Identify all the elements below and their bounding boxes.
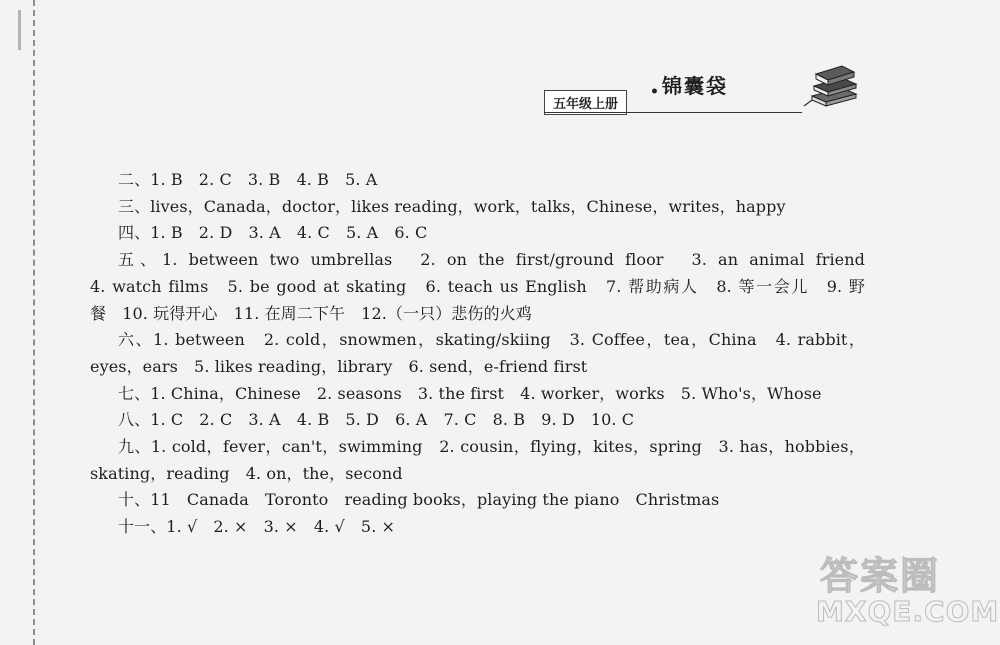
- answer-list: [90, 167, 865, 541]
- answer-line-5b: 4. watch films 5. be good at skating 6. teach us English 7. 帮助病人 8. 等一会儿 9. 野: [90, 276, 865, 296]
- answer-line-9a: 九、1. cold，fever，can't，swimming 2. cousin，flying，kites，spring 3. has，hobbies，: [118, 437, 865, 457]
- page-header: [540, 64, 860, 120]
- header-dot: •: [650, 84, 659, 100]
- answer-line-5a: 五、1. between two umbrellas 2. on the first/ground floor 3. an animal friend: [118, 250, 865, 270]
- answer-line-11: 十一、1. √ 2. × 3. × 4. √ 5. ×: [118, 517, 396, 537]
- answer-line-6b: eyes，ears 5. likes reading，library 6. send，e-friend first: [90, 356, 588, 376]
- answer-line-5c: 餐 10. 玩得开心 11. 在周二下午 12.（一只）悲伤的火鸡: [90, 303, 532, 323]
- binding-dashed-line: [33, 0, 35, 645]
- answer-line-8: 八、1. C 2. C 3. A 4. B 5. D 6. A 7. C 8. B 9. D 10. C: [118, 410, 635, 430]
- header-rule: [544, 112, 802, 113]
- answer-line-9b: skating，reading 4. on，the，second: [90, 463, 403, 483]
- watermark-logo: [810, 545, 1000, 635]
- section-title: 锦囊袋: [662, 74, 728, 98]
- answer-line-2: 二、1. B 2. C 3. B 4. B 5. A: [118, 170, 378, 189]
- books-stack-icon: [798, 60, 862, 116]
- answer-line-3: 三、lives，Canada，doctor，likes reading，work，talks，Chinese，writes，happy: [118, 196, 786, 216]
- answer-line-7: 七、1. China，Chinese 2. seasons 3. the first 4. worker，works 5. Who's，Whose: [118, 383, 822, 403]
- watermark-url: MXQE.COM: [816, 595, 1000, 628]
- grade-label: 五年级上册: [544, 90, 627, 115]
- answer-line-4: 四、1. B 2. D 3. A 4. C 5. A 6. C: [118, 223, 428, 243]
- binding-mark: [18, 10, 21, 50]
- answer-line-6a: 六、1. between 2. cold，snowmen，skating/skiing 3. Coffee，tea，China 4. rabbit，: [118, 330, 865, 350]
- watermark-text: 答案圈: [820, 554, 941, 598]
- answer-line-10: 十、11 Canada Toronto reading books，playing the piano Christmas: [118, 490, 720, 510]
